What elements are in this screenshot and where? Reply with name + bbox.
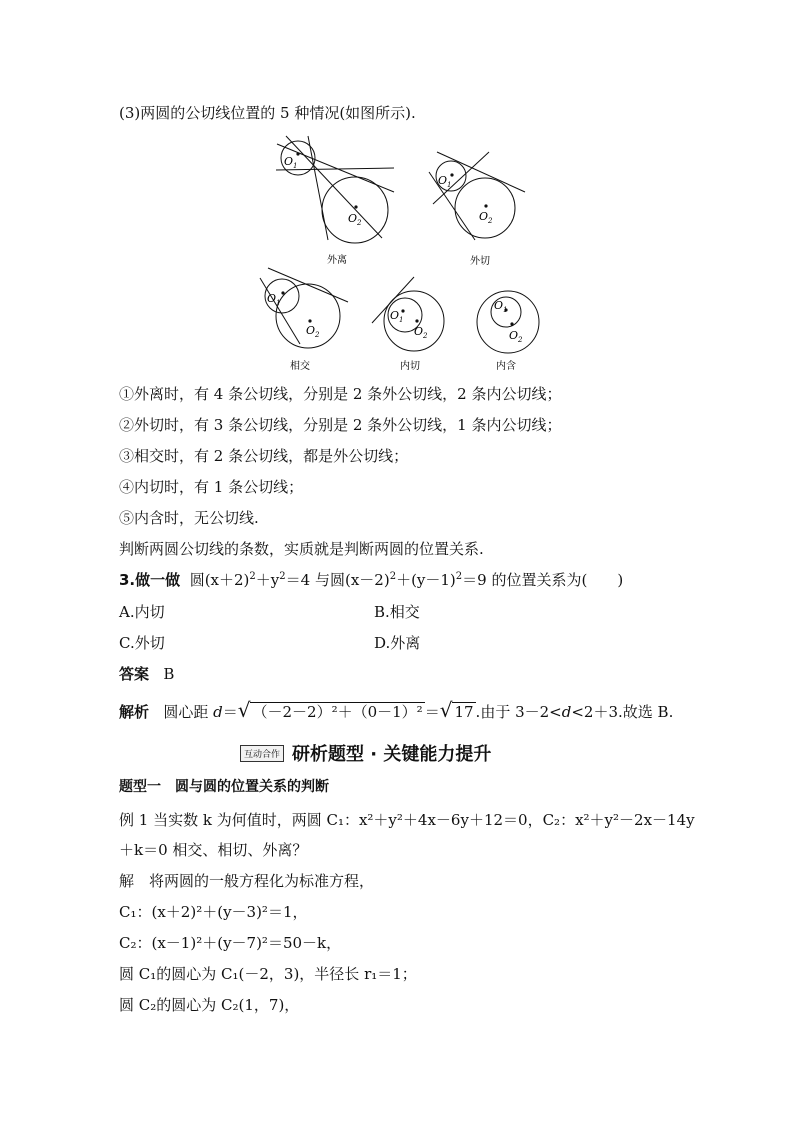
solution-line-2: C₁：(x＋2)²＋(y－3)²＝1， (119, 903, 308, 921)
solution-line-3: C₂：(x－1)²＋(y－7)²＝50－k， (119, 934, 342, 952)
figure-intersecting (256, 266, 356, 374)
type-heading: 题型一 圆与圆的位置关系的判断 (119, 779, 329, 795)
solution-line-1: 解 将两圆的一般方程化为标准方程， (119, 872, 375, 890)
caption-external-tangent: 外切 (470, 256, 490, 267)
section-header (240, 740, 491, 766)
figure-external-separate (272, 132, 402, 272)
figure-contained (472, 286, 547, 374)
case-4: ④内切时，有 1 条公切线； (119, 478, 304, 496)
svg-text:O2: $O_2$ (306, 324, 320, 339)
option-a: A.内切 (119, 603, 165, 621)
case-1: ①外离时，有 4 条公切线，分别是 2 条外公切线，2 条内公切线； (119, 385, 562, 403)
option-b: B.相交 (374, 603, 420, 621)
intro-text: (3)两圆的公切线位置的 5 种情况(如图所示). (119, 104, 416, 122)
option-c: C.外切 (119, 634, 165, 652)
analysis-line: 解析 圆心距 d＝√ （－2－2）²＋（0－1）² ＝√ 17 .由于 3－2<d<2＋3.故选 B. (119, 698, 674, 722)
caption-external-separate: 外离 (327, 255, 347, 266)
case-3: ③相交时，有 2 条公切线，都是外公切线； (119, 447, 409, 465)
case-5: ⑤内含时，无公切线. (119, 509, 259, 527)
section-badge: 互动合作 (240, 745, 284, 762)
figure-internal-tangent (368, 273, 463, 373)
case-2: ②外切时，有 3 条公切线，分别是 2 条外公切线，1 条内公切线； (119, 416, 562, 434)
example-line-2: ＋k＝0 相交、相切、外离？ (119, 841, 308, 859)
section-title: 研析题型 · 关键能力提升 (292, 744, 492, 765)
svg-text:O1: $O_1$ (438, 174, 452, 189)
svg-text:O1: $O_1$ (494, 299, 508, 314)
svg-text:O2: $O_2$ (479, 210, 493, 225)
caption-intersecting: 相交 (290, 361, 310, 372)
svg-text:O1: $O_1$ (390, 309, 404, 324)
summary-text: 判断两圆公切线的条数，实质就是判断两圆的位置关系. (119, 540, 484, 558)
svg-text:O1: $O_1$ (267, 292, 281, 307)
svg-text:O2: $O_2$ (348, 212, 362, 227)
exercise-question: 3.做一做 圆$(x+2)^2+y^2=4$ 与圆$(x-2)^2+(y-1)^2=9$ 的位置关系为( ) (119, 571, 624, 589)
svg-text:O2: $O_2$ (509, 329, 523, 344)
svg-text:O1: $O_1$ (284, 155, 298, 170)
svg-text:O2: $O_2$ (414, 325, 428, 340)
solution-line-4: 圆 C₁的圆心为 C₁(－2，3)，半径长 r₁＝1； (119, 965, 417, 983)
example-line-1: 例 1 当实数 k 为何值时，两圆 C₁：x²＋y²＋4x－6y＋12＝0，C₂：x²＋y²－2x－14y (119, 811, 695, 829)
caption-contained: 内含 (496, 361, 516, 372)
figure-external-tangent (425, 148, 535, 273)
answer-line: 答案 B (119, 665, 175, 683)
option-d: D.外离 (374, 634, 421, 652)
solution-line-5: 圆 C₂的圆心为 C₂(1，7)， (119, 996, 300, 1014)
caption-internal-tangent: 内切 (400, 361, 420, 372)
